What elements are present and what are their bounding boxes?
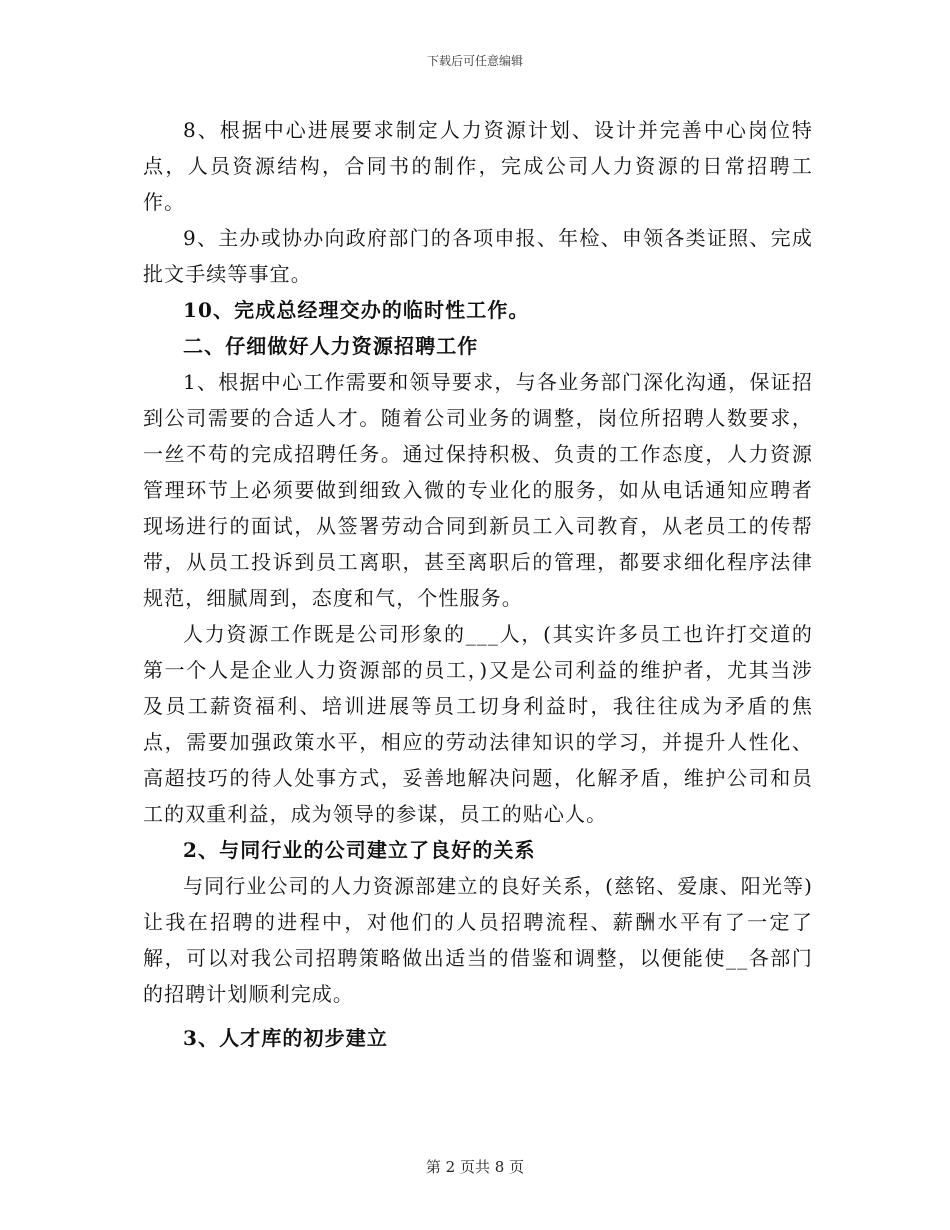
paragraph-item-10: 10、完成总经理交办的临时性工作。 [183,298,530,322]
subheading-industry-relations: 2、与同行业的公司建立了良好的关系 [183,838,536,862]
paragraph-industry-relations: 与同行业公司的人力资源部建立的良好关系，(慈铭、爱康、阳光等)让我在招聘的进程中，对他们的人员招聘流程、薪酬水平有了一定了解，可以对我公司招聘策略做出适当的借鉴和调整，以便能使__各部门的招聘计划顺利完成。 [143,874,813,1006]
section-heading-recruitment: 二、仔细做好人力资源招聘工作 [183,334,479,358]
paragraph-recruitment-1: 1、根据中心工作需要和领导要求，与各业务部门深化沟通，保证招到公司需要的合适人才。随着公司业务的调整，岗位所招聘人数要求，一丝不苟的完成招聘任务。通过保持积极、负责的工作态度，人力资源管理环节上必须要做到细致入微的专业化的服务，如从电话通知应聘者现场进行的面试，从签署劳动合同到新员工入司教育，从老员工的传帮带，从员工投诉到员工离职，甚至离职后的管理，都要求细化程序法律规范，细腻周到，态度和气，个性服务。 [143,370,813,610]
paragraph-item-9: 9、主办或协办向政府部门的各项申报、年检、申领各类证照、完成批文手续等事宜。 [143,226,813,286]
page-footer: 第 2 页共 8 页 [425,1158,525,1176]
page-header: 下载后可任意编辑 [426,54,523,68]
subheading-talent-pool: 3、人才库的初步建立 [183,1026,388,1050]
document-body [143,112,813,1056]
paragraph-item-8: 8、根据中心进展要求制定人力资源计划、设计并完善中心岗位特点，人员资源结构，合同书的制作，完成公司人力资源的日常招聘工作。 [143,118,813,214]
paragraph-hr-role: 人力资源工作既是公司形象的___人，(其实许多员工也许打交道的第一个人是企业人力资源部的员工，)又是公司利益的维护者，尤其当涉及员工薪资福利、培训进展等员工切身利益时，我往往成为矛盾的焦点，需要加强政策水平，相应的劳动法律知识的学习，并提升人性化、高超技巧的待人处事方式，妥善地解决问题，化解矛盾，维护公司和员工的双重利益，成为领导的参谋，员工的贴心人。 [143,622,813,826]
paragraph-spacer [143,1012,813,1020]
